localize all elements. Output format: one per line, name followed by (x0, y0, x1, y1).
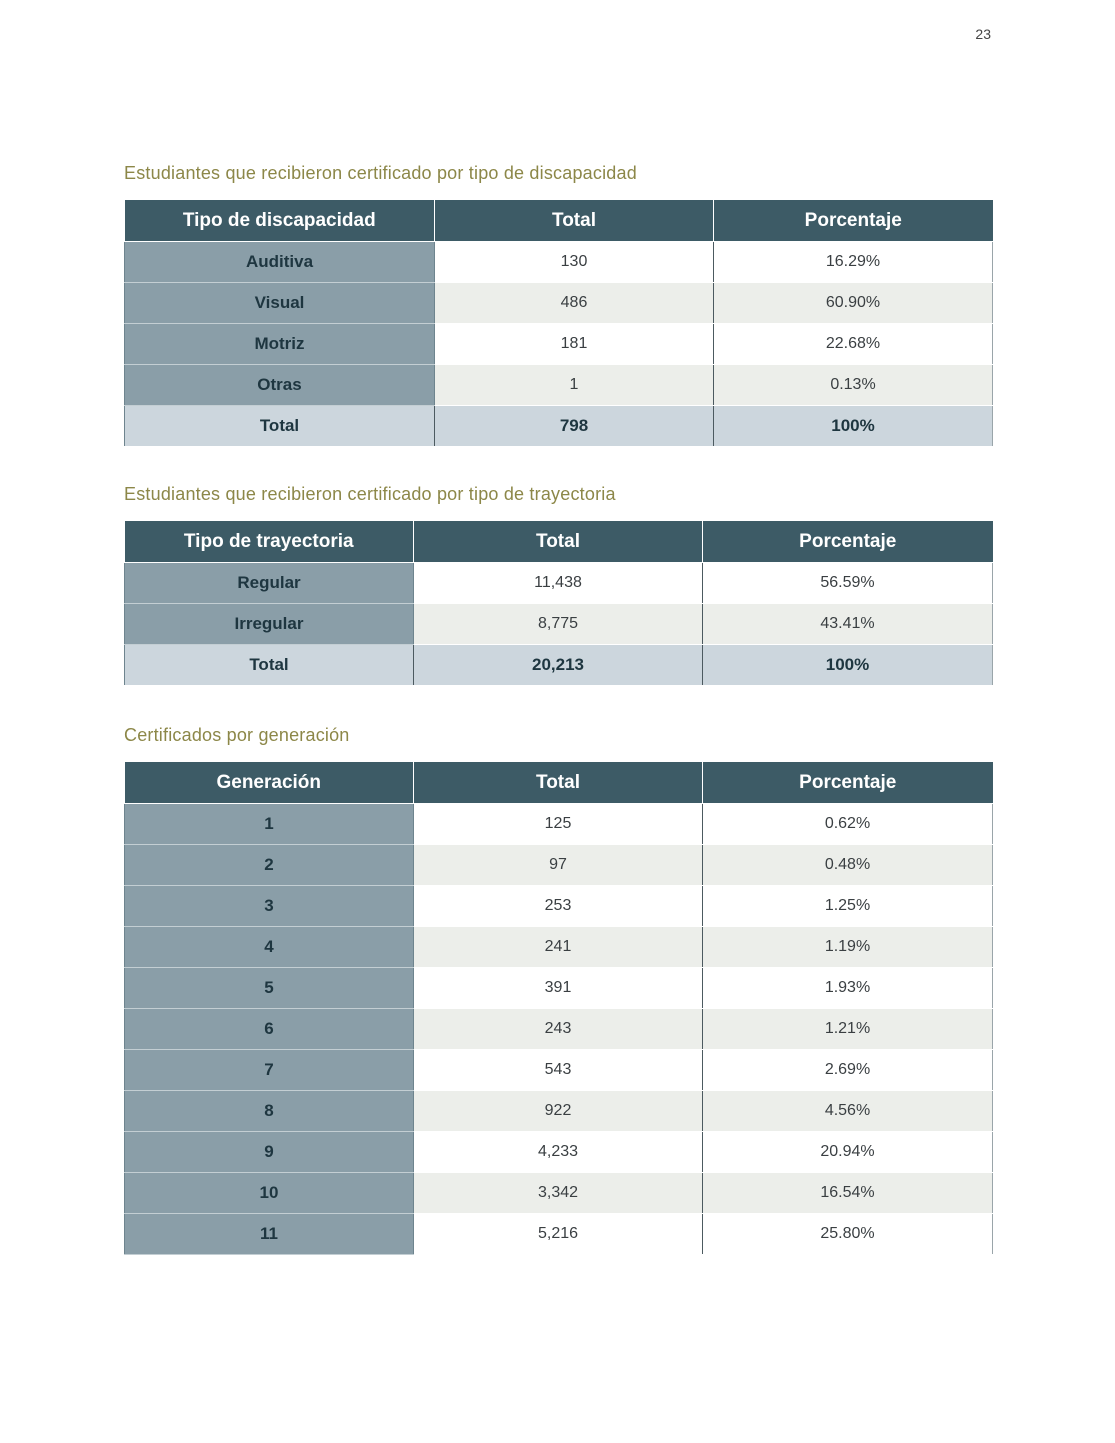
table-header-row (125, 200, 993, 242)
percent-cell: 16.54% (703, 1173, 993, 1214)
table-row (125, 968, 993, 1009)
total-row-total: 20,213 (414, 645, 703, 686)
total-cell: 8,775 (414, 604, 703, 645)
trajectory-table-title: Estudiantes que recibieron certificado por tipo de trayectoria (124, 484, 616, 504)
row-label: 6 (125, 1009, 414, 1050)
table-row (125, 563, 993, 604)
total-cell: 130 (435, 242, 714, 283)
percent-cell: 25.80% (703, 1214, 993, 1255)
column-header: Total (435, 200, 714, 242)
row-label: Otras (125, 365, 435, 406)
row-label: 1 (125, 804, 414, 845)
table-row (125, 604, 993, 645)
table-row (125, 845, 993, 886)
table-row (125, 1009, 993, 1050)
total-cell: 5,216 (414, 1214, 703, 1255)
table-row (125, 1050, 993, 1091)
percent-cell: 1.25% (703, 886, 993, 927)
total-cell: 11,438 (414, 563, 703, 604)
table-row (125, 365, 993, 406)
total-cell: 241 (414, 927, 703, 968)
total-row-label: Total (125, 645, 414, 686)
row-label: 5 (125, 968, 414, 1009)
percent-cell: 0.48% (703, 845, 993, 886)
table-row (125, 886, 993, 927)
percent-cell: 4.56% (703, 1091, 993, 1132)
total-cell: 97 (414, 845, 703, 886)
total-row-total: 798 (435, 406, 714, 447)
column-header: Total (414, 521, 703, 563)
column-header: Tipo de discapacidad (125, 200, 435, 242)
total-cell: 125 (414, 804, 703, 845)
total-cell: 486 (435, 283, 714, 324)
disability-table-title: Estudiantes que recibieron certificado por tipo de discapacidad (124, 163, 637, 183)
row-label: 9 (125, 1132, 414, 1173)
column-header: Tipo de trayectoria (125, 521, 414, 563)
percent-cell: 0.62% (703, 804, 993, 845)
table-row (125, 1091, 993, 1132)
percent-cell: 0.13% (714, 365, 993, 406)
column-header: Porcentaje (714, 200, 993, 242)
page-number: 23 (975, 26, 991, 42)
row-label: 8 (125, 1091, 414, 1132)
row-label: 4 (125, 927, 414, 968)
total-row-percent: 100% (703, 645, 993, 686)
percent-cell: 43.41% (703, 604, 993, 645)
total-cell: 543 (414, 1050, 703, 1091)
total-cell: 243 (414, 1009, 703, 1050)
table-total-row (125, 406, 993, 447)
percent-cell: 56.59% (703, 563, 993, 604)
row-label: 7 (125, 1050, 414, 1091)
row-label: 11 (125, 1214, 414, 1255)
disability-table (124, 200, 993, 446)
table-row (125, 1132, 993, 1173)
row-label: Irregular (125, 604, 414, 645)
table-header-row (125, 762, 993, 804)
table-row (125, 1214, 993, 1255)
column-header: Porcentaje (703, 521, 993, 563)
column-header: Generación (125, 762, 414, 804)
table-row (125, 324, 993, 365)
column-header: Porcentaje (703, 762, 993, 804)
percent-cell: 16.29% (714, 242, 993, 283)
trajectory-table (124, 521, 993, 685)
percent-cell: 1.21% (703, 1009, 993, 1050)
row-label: Visual (125, 283, 435, 324)
total-cell: 391 (414, 968, 703, 1009)
percent-cell: 22.68% (714, 324, 993, 365)
generation-table-title: Certificados por generación (124, 725, 350, 745)
total-cell: 4,233 (414, 1132, 703, 1173)
total-cell: 1 (435, 365, 714, 406)
percent-cell: 1.19% (703, 927, 993, 968)
percent-cell: 1.93% (703, 968, 993, 1009)
percent-cell: 60.90% (714, 283, 993, 324)
total-row-percent: 100% (714, 406, 993, 447)
row-label: 10 (125, 1173, 414, 1214)
table-row (125, 1173, 993, 1214)
row-label: Regular (125, 563, 414, 604)
total-cell: 922 (414, 1091, 703, 1132)
row-label: 2 (125, 845, 414, 886)
table-row (125, 804, 993, 845)
table-header-row (125, 521, 993, 563)
total-cell: 3,342 (414, 1173, 703, 1214)
table-row (125, 283, 993, 324)
total-cell: 181 (435, 324, 714, 365)
percent-cell: 2.69% (703, 1050, 993, 1091)
total-cell: 253 (414, 886, 703, 927)
table-row (125, 927, 993, 968)
row-label: 3 (125, 886, 414, 927)
total-row-label: Total (125, 406, 435, 447)
percent-cell: 20.94% (703, 1132, 993, 1173)
table-row (125, 242, 993, 283)
row-label: Auditiva (125, 242, 435, 283)
row-label: Motriz (125, 324, 435, 365)
table-total-row (125, 645, 993, 686)
column-header: Total (414, 762, 703, 804)
generation-table (124, 762, 993, 1255)
